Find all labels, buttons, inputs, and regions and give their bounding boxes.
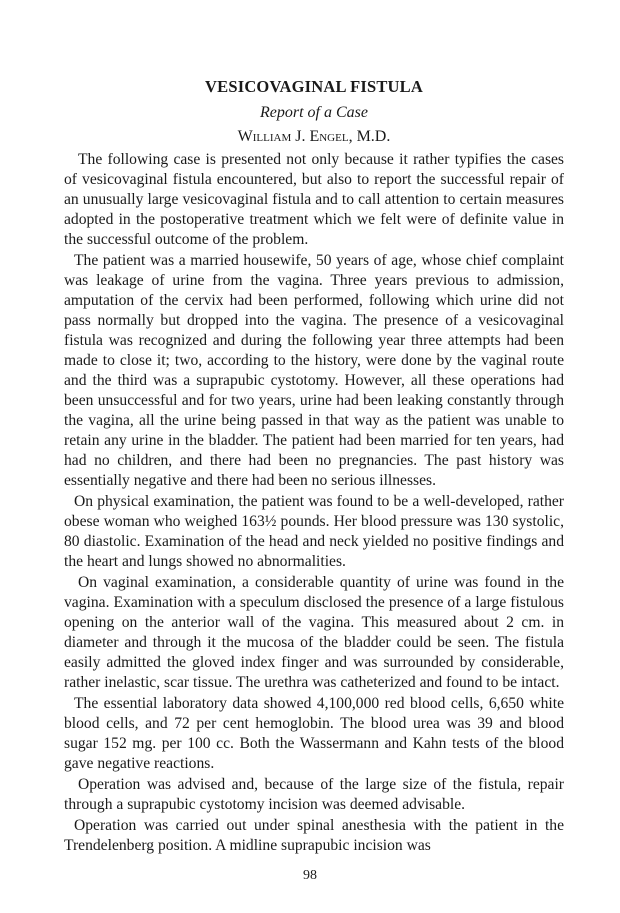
author-line xyxy=(64,126,564,148)
paragraph-intro: The following case is presented not only because it rather typifies the cases of vesicovaginal fistula encountered, but also to report the successful repair of an unusually large vesicovaginal fistula and to call attention to certain measures adopted in the postoperative treatment which we felt were of definite value in the successful outcome of the problem. xyxy=(64,151,564,248)
paragraph-operation-performed: Operation was carried out under spinal anesthesia with the patient in the Trendelenberg position. A midline suprapubic incision was xyxy=(64,817,564,854)
author-degree: , M.D. xyxy=(348,128,391,145)
paragraph-vaginal-exam: On vaginal examination, a considerable quantity of urine was found in the vagina. Examination with a speculum disclosed the presence of a large fistulous opening on the anterior wall of the vagina. This measured about 2 cm. in diameter and through it the mucosa of the bladder could be seen. The fistula easily admitted the gloved index finger and was surrounded by considerable, rather inelastic, scar tissue. The urethra was catheterized and found to be intact. xyxy=(64,574,564,691)
paragraph-laboratory: The essential laboratory data showed 4,100,000 red blood cells, 6,650 white blood cells, and 72 per cent hemoglobin. The blood urea was 39 and blood sugar 152 mg. per 100 cc. Both the Wassermann and Kahn tests of the blood gave negative reactions. xyxy=(64,695,564,772)
paragraph-history: The patient was a married housewife, 50 years of age, whose chief complaint was leakage of urine from the vagina. Three years previous to admission, amputation of the cervix had been performed, following which urine did not pass normally but dropped into the vagina. The presence of a vesicovaginal fistula was recognized and during the following year three attempts had been made to close it; two, according to the history, were done by the vaginal route and the third was a suprapubic cystotomy. However, all these operations had been unsuccessful and for two years, urine had been leaking constantly through the vagina, all the urine being passed in that way as the patient was unable to retain any urine in the bladder. The patient had been married for ten years, had had no children, and there had been no pregnancies. The past history was essentially negative and there had been no serious illnesses. xyxy=(64,252,564,489)
paragraph-physical-exam: On physical examination, the patient was found to be a well-developed, rather obese woman who weighed 163½ pounds. Her blood pressure was 130 systolic, 80 diastolic. Examination of the head and neck yielded no positive findings and the heart and lungs showed no abnormalities. xyxy=(64,493,564,570)
article-subtitle: Report of a Case xyxy=(260,104,368,121)
page-number: 98 xyxy=(303,868,317,883)
author-name: William J. Engel xyxy=(237,128,349,145)
article-title: VESICOVAGINAL FISTULA xyxy=(205,77,423,96)
paragraph-operation-advised: Operation was advised and, because of the large size of the fistula, repair through a suprapubic cystotomy incision was deemed advisable. xyxy=(64,776,564,813)
